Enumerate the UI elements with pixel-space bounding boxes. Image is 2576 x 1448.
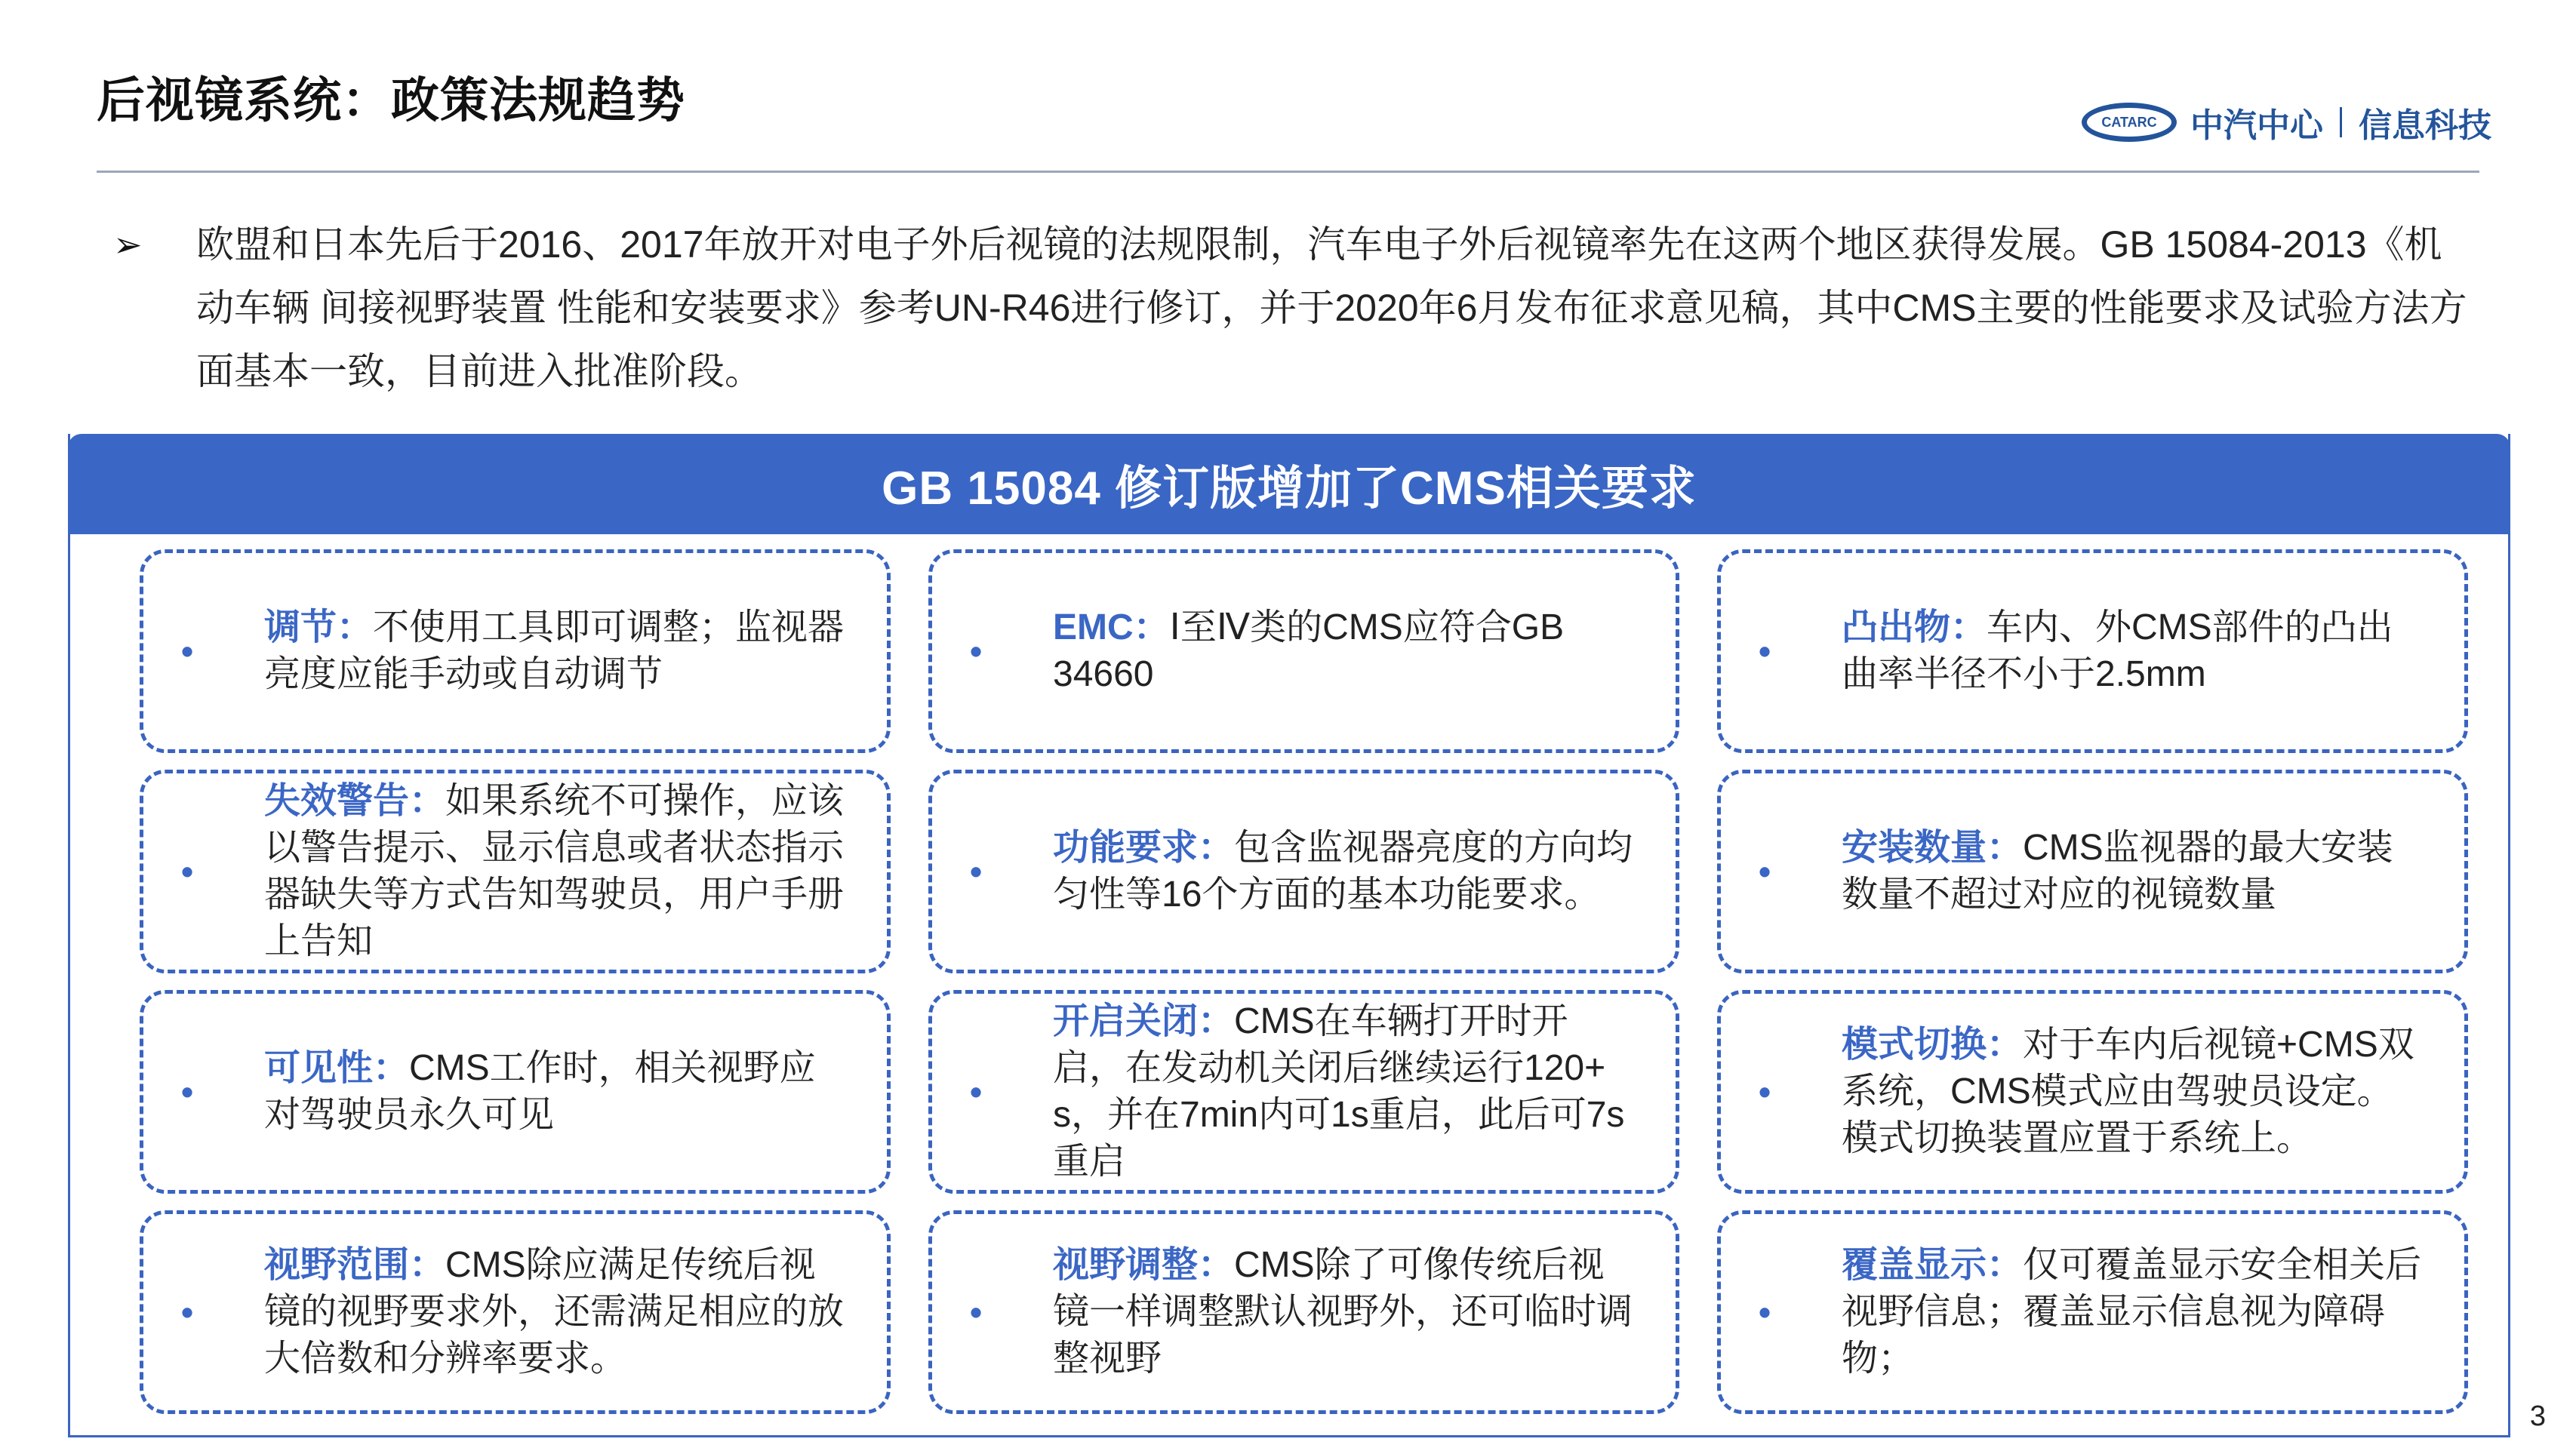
requirement-card xyxy=(1717,1210,2468,1414)
intro-text: 欧盟和日本先后于2016、2017年放开对电子外后视镜的法规限制，汽车电子外后视镜率先在这两个地区获得发展。GB 15084-2013《机动车辆 间接视野装置 性能和安装要求》参考UN-R46进行修订，并于2020年6月发布征求意见稿，其中CMS主要的性能要求及试验方法方面基本一致，目前进入批准阶段。 xyxy=(196,223,2467,392)
bullet-icon: • xyxy=(1759,632,1771,671)
requirement-card xyxy=(140,1210,891,1414)
requirement-text: 包含监视器亮度的方向均匀性等16个方面的基本功能要求。 xyxy=(1053,828,1633,915)
requirement-card xyxy=(928,549,1679,753)
bullet-icon: • xyxy=(970,1072,983,1111)
page-number: 3 xyxy=(2529,1400,2546,1432)
requirement-title: 功能要求： xyxy=(1053,828,1235,868)
bullet-icon: • xyxy=(181,1293,194,1332)
requirement-text: CMS工作时，相关视野应对驾驶员永久可见 xyxy=(264,1048,816,1135)
requirement-text: CMS除应满足传统后视镜的视野要求外，还需满足相应的放大倍数和分辨率要求。 xyxy=(264,1245,845,1379)
bullet-icon: • xyxy=(970,1293,983,1332)
bullet-icon: • xyxy=(1759,1293,1771,1332)
bullet-icon: • xyxy=(1759,1072,1771,1111)
bullet-icon: • xyxy=(181,632,194,671)
page-title: 后视镜系统：政策法规趋势 xyxy=(97,73,685,128)
requirement-text: Ⅰ至Ⅳ类的CMS应符合GB 34660 xyxy=(1053,607,1565,694)
bullet-icon: • xyxy=(181,1072,194,1111)
requirement-text: 如果系统不可操作，应该以警告提示、显示信息或者状态指示器缺失等方式告知驾驶员，用户手册上告知 xyxy=(264,781,845,961)
logo-org-name: 中汽中心 xyxy=(2190,107,2323,144)
logo-divider xyxy=(2340,107,2342,137)
requirement-title: 可见性： xyxy=(264,1048,410,1088)
requirement-card xyxy=(1717,990,2468,1194)
requirement-title: 开启关闭： xyxy=(1053,1001,1235,1041)
requirement-card xyxy=(1717,770,2468,973)
header-divider xyxy=(97,171,2479,173)
requirement-card xyxy=(1717,549,2468,753)
requirement-text: 对于车内后视镜+CMS双系统，CMS模式应由驾驶员设定。模式切换装置应置于系统上。 xyxy=(1842,1025,2414,1158)
requirement-text: 不使用工具即可调整；监视器亮度应能手动或自动调节 xyxy=(264,607,845,694)
logo-dept-name: 信息科技 xyxy=(2359,107,2491,144)
requirement-title: 安装数量： xyxy=(1842,828,2024,868)
requirement-title: 失效警告： xyxy=(264,781,446,821)
requirement-card xyxy=(928,1210,1679,1414)
requirement-text: CMS除了可像传统后视镜一样调整默认视野外，还可临时调整视野 xyxy=(1053,1245,1633,1379)
requirement-title: 视野范围： xyxy=(264,1245,446,1285)
requirement-card xyxy=(928,770,1679,973)
bullet-icon: • xyxy=(970,852,983,891)
requirement-card xyxy=(928,990,1679,1194)
arrow-bullet-icon: ➢ xyxy=(113,225,143,264)
requirement-card xyxy=(140,770,891,973)
panel-header: GB 15084 修订版增加了CMS相关要求 xyxy=(68,434,2510,534)
org-logo xyxy=(2082,98,2491,146)
requirement-title: 覆盖显示： xyxy=(1842,1245,2024,1285)
bullet-icon: • xyxy=(1759,852,1771,891)
requirements-grid xyxy=(140,549,2468,1414)
requirement-title: 模式切换： xyxy=(1842,1025,2024,1065)
requirement-title: 视野调整： xyxy=(1053,1245,1235,1285)
requirement-card xyxy=(140,549,891,753)
requirement-title: EMC： xyxy=(1053,607,1170,647)
requirement-text: CMS监视器的最大安装数量不超过对应的视镜数量 xyxy=(1842,828,2393,915)
bullet-icon: • xyxy=(181,852,194,891)
intro-paragraph xyxy=(113,213,2476,403)
requirement-card xyxy=(140,990,891,1194)
requirement-text: 车内、外CMS部件的凸出曲率半径不小于2.5mm xyxy=(1842,607,2393,694)
requirement-text: 仅可覆盖显示安全相关后视野信息；覆盖显示信息视为障碍物； xyxy=(1842,1245,2422,1379)
bullet-icon: • xyxy=(970,632,983,671)
requirement-title: 调节： xyxy=(264,607,374,647)
requirement-text: CMS在车辆打开时开启，在发动机关闭后继续运行120+ s，并在7min内可1s重启，此后可7s重启 xyxy=(1053,1001,1625,1182)
requirement-title: 凸出物： xyxy=(1842,607,1987,647)
catarc-emblem-icon: CATARC xyxy=(2082,103,2177,142)
